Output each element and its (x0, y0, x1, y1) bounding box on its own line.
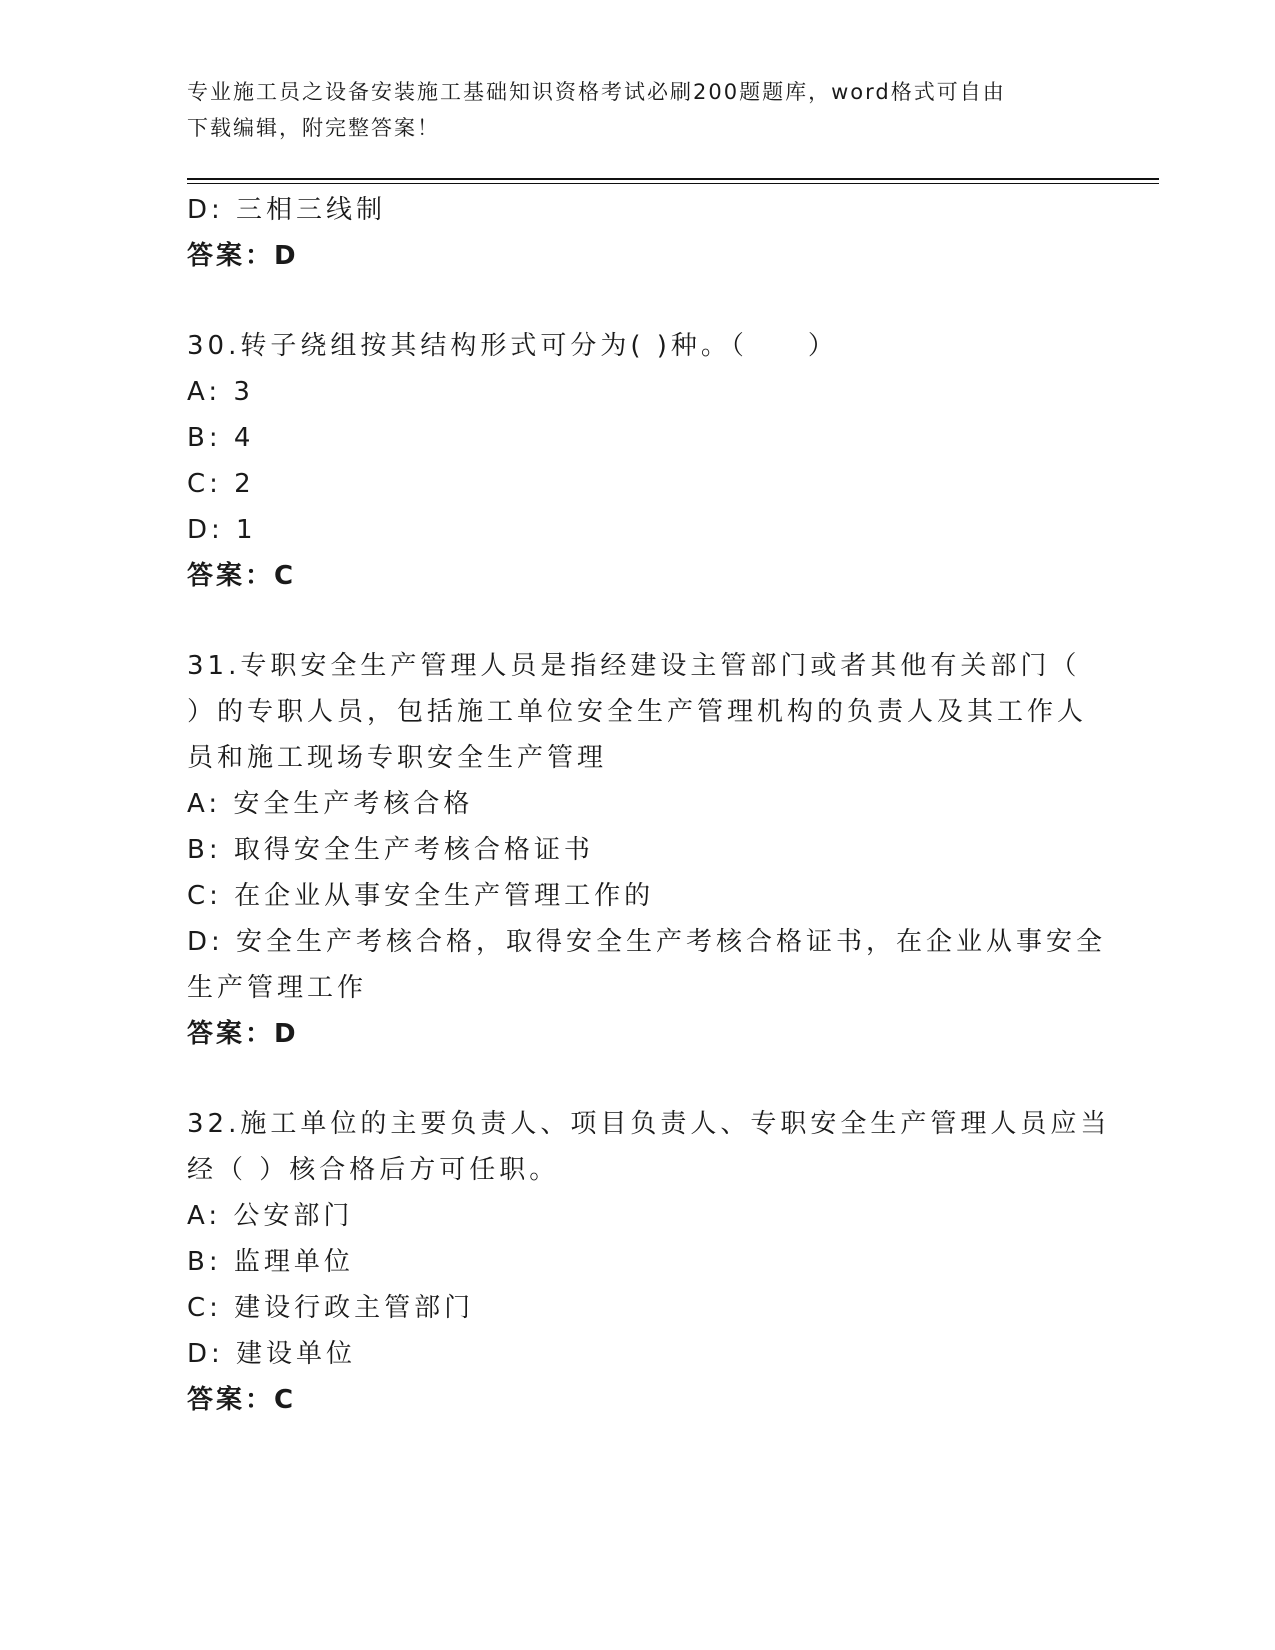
option-c: C: 在企业从事安全生产管理工作的 (187, 881, 655, 911)
header-line-2: 下载编辑，附完整答案！ (187, 116, 440, 140)
question-stem-line-2: ）的专职人员，包括施工单位安全生产管理机构的负责人及其工作人 (187, 697, 1088, 727)
option-d: D: 三相三线制 (187, 195, 387, 225)
question-stem-line-2: 经（ ）核合格后方可任职。 (187, 1155, 560, 1185)
option-d: D: 1 (187, 515, 257, 545)
answer-line: 答案：C (187, 1385, 297, 1415)
question-31 (187, 643, 1107, 1057)
answer-line: 答案：C (187, 561, 297, 591)
question-stem-line-1: 32.施工单位的主要负责人、项目负责人、专职安全生产管理人员应当 (187, 1109, 1111, 1139)
option-b: B: 取得安全生产考核合格证书 (187, 835, 594, 865)
header-divider-thick (187, 178, 1159, 180)
spacer (187, 1057, 1087, 1101)
option-a: A: 公安部门 (187, 1201, 354, 1231)
header-line-1: 专业施工员之设备安装施工基础知识资格考试必刷200题题库，word格式可自由 (187, 80, 1006, 104)
question-stem-line-3: 员和施工现场专职安全生产管理 (187, 743, 608, 773)
option-d: D: 建设单位 (187, 1339, 357, 1369)
option-b: B: 4 (187, 423, 255, 453)
question-stem: 30.转子绕组按其结构形式可分为( )种。（ ） (187, 331, 838, 361)
option-a: A: 安全生产考核合格 (187, 789, 474, 819)
header-divider-thin (187, 183, 1159, 184)
question-content (187, 187, 1111, 1423)
option-d-line-1: D: 安全生产考核合格，取得安全生产考核合格证书，在企业从事安全 (187, 927, 1107, 957)
answer-line: 答案：D (187, 241, 299, 271)
question-stem-line-1: 31.专职安全生产管理人员是指经建设主管部门或者其他有关部门（ (187, 651, 1081, 681)
option-a: A: 3 (187, 377, 254, 407)
option-c: C: 2 (187, 469, 255, 499)
spacer (187, 599, 1087, 643)
document-header (187, 74, 1067, 146)
previous-question-tail (187, 187, 1087, 279)
option-b: B: 监理单位 (187, 1247, 354, 1277)
question-30 (187, 323, 1087, 599)
option-d-line-2: 生产管理工作 (187, 973, 368, 1003)
spacer (187, 279, 1087, 323)
question-32 (187, 1101, 1111, 1423)
option-c: C: 建设行政主管部门 (187, 1293, 475, 1323)
answer-line: 答案：D (187, 1019, 299, 1049)
